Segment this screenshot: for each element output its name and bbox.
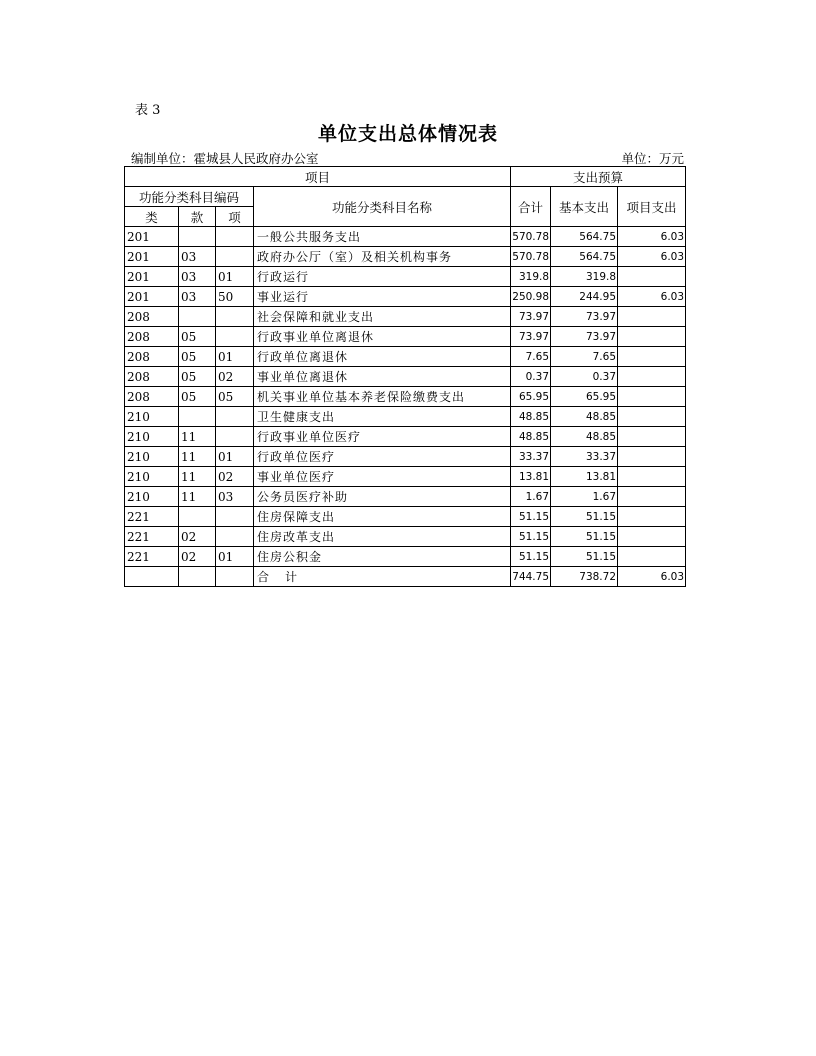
cell-xiang: 50 [216, 287, 254, 307]
cell-name: 事业运行 [254, 287, 511, 307]
header-budget: 支出预算 [511, 167, 686, 187]
cell-total: 48.85 [511, 407, 551, 427]
cell-lei: 208 [125, 307, 179, 327]
cell-project [618, 527, 686, 547]
cell-kuan: 03 [179, 267, 216, 287]
cell-kuan: 02 [179, 527, 216, 547]
cell-total: 51.15 [511, 547, 551, 567]
cell-name: 住房改革支出 [254, 527, 511, 547]
cell-basic: 73.97 [551, 307, 618, 327]
cell-xiang: 01 [216, 347, 254, 367]
cell-lei: 208 [125, 387, 179, 407]
cell-lei [125, 567, 179, 587]
header-total: 合计 [511, 187, 551, 227]
table-row [125, 427, 686, 447]
table-row [125, 347, 686, 367]
table-row [125, 227, 686, 247]
cell-kuan: 02 [179, 547, 216, 567]
cell-name: 住房公积金 [254, 547, 511, 567]
cell-kuan [179, 307, 216, 327]
cell-total: 570.78 [511, 247, 551, 267]
cell-xiang [216, 327, 254, 347]
cell-lei: 210 [125, 487, 179, 507]
table-row [125, 527, 686, 547]
cell-kuan: 05 [179, 347, 216, 367]
cell-basic: 0.37 [551, 367, 618, 387]
table-row [125, 367, 686, 387]
header-lei: 类 [125, 207, 179, 227]
cell-name: 行政单位医疗 [254, 447, 511, 467]
cell-project [618, 467, 686, 487]
cell-project [618, 267, 686, 287]
table-row [125, 307, 686, 327]
cell-basic: 48.85 [551, 427, 618, 447]
cell-basic: 33.37 [551, 447, 618, 467]
cell-project [618, 387, 686, 407]
header-name: 功能分类科目名称 [254, 187, 511, 227]
cell-name: 行政单位离退休 [254, 347, 511, 367]
cell-lei: 208 [125, 367, 179, 387]
currency-unit: 单位：万元 [621, 151, 684, 166]
cell-xiang [216, 407, 254, 427]
cell-name: 住房保障支出 [254, 507, 511, 527]
cell-total: 65.95 [511, 387, 551, 407]
table-number: 表 3 [135, 103, 161, 118]
cell-name: 卫生健康支出 [254, 407, 511, 427]
cell-basic: 73.97 [551, 327, 618, 347]
cell-project [618, 307, 686, 327]
cell-basic: 564.75 [551, 247, 618, 267]
cell-lei: 208 [125, 327, 179, 347]
cell-kuan: 11 [179, 427, 216, 447]
cell-project: 6.03 [618, 247, 686, 267]
cell-name: 事业单位医疗 [254, 467, 511, 487]
cell-xiang: 01 [216, 447, 254, 467]
cell-lei: 221 [125, 507, 179, 527]
cell-name: 事业单位离退休 [254, 367, 511, 387]
cell-total: 33.37 [511, 447, 551, 467]
cell-name: 行政事业单位离退休 [254, 327, 511, 347]
cell-kuan: 05 [179, 327, 216, 347]
cell-total: 0.37 [511, 367, 551, 387]
total-basic: 738.72 [551, 567, 618, 587]
cell-basic: 564.75 [551, 227, 618, 247]
cell-kuan [179, 227, 216, 247]
header-xiang: 项 [216, 207, 254, 227]
header-code-group: 功能分类科目编码 [125, 187, 254, 207]
cell-lei: 201 [125, 247, 179, 267]
cell-lei: 210 [125, 467, 179, 487]
cell-basic: 48.85 [551, 407, 618, 427]
table-row [125, 507, 686, 527]
cell-lei: 210 [125, 407, 179, 427]
cell-basic: 51.15 [551, 507, 618, 527]
cell-basic: 13.81 [551, 467, 618, 487]
cell-kuan [179, 407, 216, 427]
cell-xiang [216, 527, 254, 547]
cell-total: 48.85 [511, 427, 551, 447]
cell-total: 51.15 [511, 507, 551, 527]
table-row [125, 487, 686, 507]
cell-lei: 221 [125, 547, 179, 567]
table-row [125, 387, 686, 407]
cell-basic: 7.65 [551, 347, 618, 367]
table-row [125, 547, 686, 567]
compiling-unit: 编制单位：霍城县人民政府办公室 [131, 151, 319, 166]
table-row [125, 447, 686, 467]
cell-project [618, 407, 686, 427]
cell-project [618, 487, 686, 507]
cell-kuan: 03 [179, 287, 216, 307]
cell-xiang [216, 507, 254, 527]
total-label: 合计 [254, 567, 511, 587]
cell-name: 一般公共服务支出 [254, 227, 511, 247]
page-title: 单位支出总体情况表 [317, 123, 498, 145]
cell-project [618, 507, 686, 527]
table-row [125, 287, 686, 307]
cell-xiang [216, 227, 254, 247]
cell-total: 73.97 [511, 307, 551, 327]
cell-lei: 201 [125, 267, 179, 287]
cell-xiang: 01 [216, 547, 254, 567]
cell-lei: 210 [125, 447, 179, 467]
cell-total: 13.81 [511, 467, 551, 487]
cell-project: 6.03 [618, 287, 686, 307]
cell-kuan: 03 [179, 247, 216, 267]
cell-total: 570.78 [511, 227, 551, 247]
cell-total: 73.97 [511, 327, 551, 347]
cell-total: 319.8 [511, 267, 551, 287]
cell-name: 公务员医疗补助 [254, 487, 511, 507]
cell-xiang: 03 [216, 487, 254, 507]
cell-lei: 201 [125, 227, 179, 247]
cell-name: 行政运行 [254, 267, 511, 287]
cell-basic: 1.67 [551, 487, 618, 507]
cell-xiang: 02 [216, 367, 254, 387]
cell-name: 机关事业单位基本养老保险缴费支出 [254, 387, 511, 407]
table-row [125, 247, 686, 267]
header-kuan: 款 [179, 207, 216, 227]
cell-xiang: 01 [216, 267, 254, 287]
cell-total: 51.15 [511, 527, 551, 547]
cell-name: 社会保障和就业支出 [254, 307, 511, 327]
cell-total: 1.67 [511, 487, 551, 507]
cell-project [618, 327, 686, 347]
table-row [125, 407, 686, 427]
header-basic: 基本支出 [551, 187, 618, 227]
cell-lei: 221 [125, 527, 179, 547]
cell-project [618, 347, 686, 367]
cell-kuan [179, 507, 216, 527]
cell-project [618, 447, 686, 467]
cell-kuan [179, 567, 216, 587]
total-project: 6.03 [618, 567, 686, 587]
cell-project [618, 427, 686, 447]
cell-kuan: 11 [179, 467, 216, 487]
cell-project [618, 367, 686, 387]
cell-basic: 65.95 [551, 387, 618, 407]
cell-kuan: 05 [179, 367, 216, 387]
header-project: 项目 [125, 167, 511, 187]
cell-name: 政府办公厅（室）及相关机构事务 [254, 247, 511, 267]
total-sum: 744.75 [511, 567, 551, 587]
cell-name: 行政事业单位医疗 [254, 427, 511, 447]
cell-xiang [216, 307, 254, 327]
cell-project: 6.03 [618, 227, 686, 247]
cell-lei: 208 [125, 347, 179, 367]
table-row [125, 467, 686, 487]
cell-lei: 201 [125, 287, 179, 307]
cell-total: 7.65 [511, 347, 551, 367]
cell-kuan: 11 [179, 487, 216, 507]
total-row [125, 567, 686, 587]
table-row [125, 267, 686, 287]
cell-kuan: 11 [179, 447, 216, 467]
cell-xiang: 02 [216, 467, 254, 487]
cell-basic: 244.95 [551, 287, 618, 307]
cell-xiang: 05 [216, 387, 254, 407]
cell-basic: 319.8 [551, 267, 618, 287]
cell-project [618, 547, 686, 567]
cell-kuan: 05 [179, 387, 216, 407]
cell-xiang [216, 567, 254, 587]
cell-xiang [216, 427, 254, 447]
cell-basic: 51.15 [551, 547, 618, 567]
cell-xiang [216, 247, 254, 267]
cell-total: 250.98 [511, 287, 551, 307]
cell-basic: 51.15 [551, 527, 618, 547]
table-row [125, 327, 686, 347]
cell-lei: 210 [125, 427, 179, 447]
header-project-expense: 项目支出 [618, 187, 686, 227]
expenditure-table [124, 166, 686, 587]
